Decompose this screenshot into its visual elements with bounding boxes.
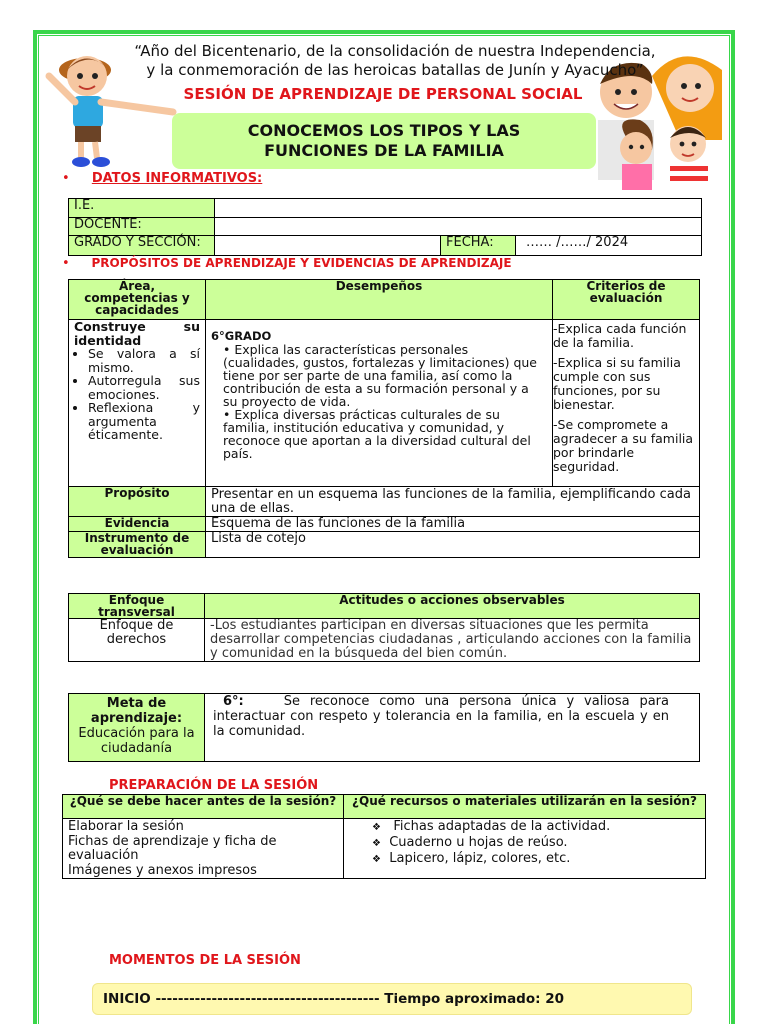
inicio-bar: INICIO ---------------------------------------- Tiempo aproximado: 20 — [92, 983, 692, 1015]
enfoque-table — [68, 593, 700, 662]
grado-value — [215, 236, 441, 256]
instrumento-value: Lista de cotejo — [206, 532, 700, 558]
ie-value — [215, 199, 702, 218]
grado-label: GRADO Y SECCIÓN: — [69, 236, 215, 256]
datos-heading — [62, 171, 262, 186]
preparacion-table — [62, 794, 706, 879]
motto-line-1: “Año del Bicentenario, de la consolidación de nuestra Independencia, — [134, 42, 656, 60]
recurso-1: Fichas adaptadas de la actividad. — [393, 819, 611, 834]
diamond-bullet-icon: ❖ — [372, 822, 381, 833]
desempeno-1-text: Explica las características personales (cualidades, gustos, fortalezas y limitaciones) que tiene por ser parte de una familia, así como la contribución de esta a su formación personal y a su proyecto de vida. — [223, 342, 537, 409]
enfoque-text: -Los estudiantes participan en diversas situaciones que les permita desarrollar competencias ciudadanas , articulando acciones con la familia y comunidad en la búsqueda del bien común. — [205, 619, 700, 662]
bullet-icon: • — [62, 256, 70, 271]
meta-text-cell — [205, 694, 700, 762]
competencia: Construye su identidad — [74, 319, 200, 348]
antes-cell — [63, 819, 344, 879]
momentos-heading: MOMENTOS DE LA SESIÓN — [109, 953, 301, 968]
desempenos-cell — [206, 320, 553, 487]
list-item — [372, 851, 700, 867]
list-item — [372, 835, 700, 851]
datos-table — [68, 198, 702, 256]
capacidades-list — [74, 347, 200, 442]
motto-line-2: y la conmemoración de las heroicas batallas de Junín y Ayacucho” — [146, 61, 644, 79]
list-item: Elaborar la sesión — [68, 819, 184, 834]
area-cell — [69, 320, 206, 487]
col-criterios: Criterios de evaluación — [553, 280, 700, 320]
col-actitudes: Actitudes o acciones observables — [205, 594, 700, 619]
criterio-3: -Se compromete a agradecer a su familia por brindarle seguridad. — [553, 417, 694, 474]
title-box — [172, 113, 596, 169]
meta-label-cell — [69, 694, 205, 762]
enfoque-name: Enfoque de derechos — [69, 619, 205, 662]
diamond-bullet-icon: ❖ — [372, 838, 381, 849]
list-item: • Autorregula sus emociones. — [88, 374, 200, 401]
meta-text: Se reconoce como una persona única y valiosa para interactuar con respeto y tolerancia en la familia, en la escuela y en la comunidad. — [213, 694, 669, 739]
col-antes: ¿Qué se debe hacer antes de la sesión? — [63, 795, 344, 819]
meta-table — [68, 693, 700, 762]
session-type: SESIÓN DE APRENDIZAJE DE PERSONAL SOCIAL — [183, 85, 583, 103]
title-line-2: FUNCIONES DE LA FAMILIA — [264, 141, 504, 160]
meta-grado: 6°: — [223, 694, 244, 709]
evidencia-label: Evidencia — [69, 517, 206, 532]
preparacion-heading: PREPARACIÓN DE LA SESIÓN — [109, 778, 319, 793]
diamond-bullet-icon: ❖ — [372, 854, 381, 865]
proposito-label: Propósito — [69, 487, 206, 517]
datos-heading-label: DATOS INFORMATIVOS: — [91, 171, 263, 186]
col-desempenos: Desempeños — [206, 280, 553, 320]
col-area: Área, competencias y capacidades — [69, 280, 206, 320]
ie-label: I.E. — [69, 199, 215, 218]
meta-area: Educación para la ciudadanía — [78, 726, 195, 756]
instrumento-label: Instrumento de evaluación — [69, 532, 206, 558]
evidencia-value: Esquema de las funciones de la familia — [206, 517, 700, 532]
recursos-cell — [344, 819, 706, 879]
grado: 6°GRADO — [211, 329, 272, 343]
bullet-icon: • — [62, 171, 70, 186]
fecha-label: FECHA: — [441, 236, 516, 256]
desempeno-2: • Explica diversas prácticas culturales de su familia, institución educativa y comunidad, y reconoce que aportan a la diversidad cultural del país. — [223, 407, 531, 461]
propositos-table — [68, 279, 700, 558]
propositos-heading-label: PROPÓSITOS DE APRENDIZAJE Y EVIDENCIAS DE APRENDIZAJE — [91, 256, 512, 270]
header-motto — [70, 42, 720, 80]
col-recursos: ¿Qué recursos o materiales utilizarán en la sesión? — [344, 795, 706, 819]
propositos-heading — [62, 256, 512, 271]
list-item: Imágenes y anexos impresos — [68, 862, 257, 878]
criterios-cell — [553, 320, 700, 487]
fecha-value: …… /……/ 2024 — [516, 236, 702, 256]
docente-value — [215, 218, 702, 236]
recurso-2: Cuaderno u hojas de reúso. — [389, 835, 568, 850]
list-item: • Se valora a sí mismo. — [88, 347, 200, 374]
desempeno-1: • Explica las características personales (cualidades, gustos, fortalezas y limitaciones) que tiene por ser parte de una familia, así como la contribución de esta a su formación personal y a su proyecto de vida. — [223, 342, 537, 409]
criterio-2: -Explica si su familia cumple con sus funciones, por su bienestar. — [553, 355, 681, 412]
list-item — [372, 819, 700, 835]
title-line-1: CONOCEMOS LOS TIPOS Y LAS — [247, 121, 521, 140]
list-item: Fichas de aprendizaje y ficha de evaluación — [68, 833, 277, 863]
criterio-1: -Explica cada función de la familia. — [553, 321, 687, 350]
proposito-value: Presentar en un esquema las funciones de la familia, ejemplificando cada una de ellas. — [206, 487, 700, 517]
docente-label: DOCENTE: — [69, 218, 215, 236]
recurso-3: Lapicero, lápiz, colores, etc. — [389, 851, 571, 866]
col-enfoque: Enfoque transversal — [69, 594, 205, 619]
list-item: • Reflexiona y argumenta éticamente. — [88, 401, 200, 442]
meta-label: Meta de aprendizaje: — [90, 696, 183, 726]
desempeno-2-text: Explica diversas prácticas culturales de su familia, institución educativa y comunidad, y reconoce que aportan a la diversidad cultural del país. — [223, 407, 531, 461]
